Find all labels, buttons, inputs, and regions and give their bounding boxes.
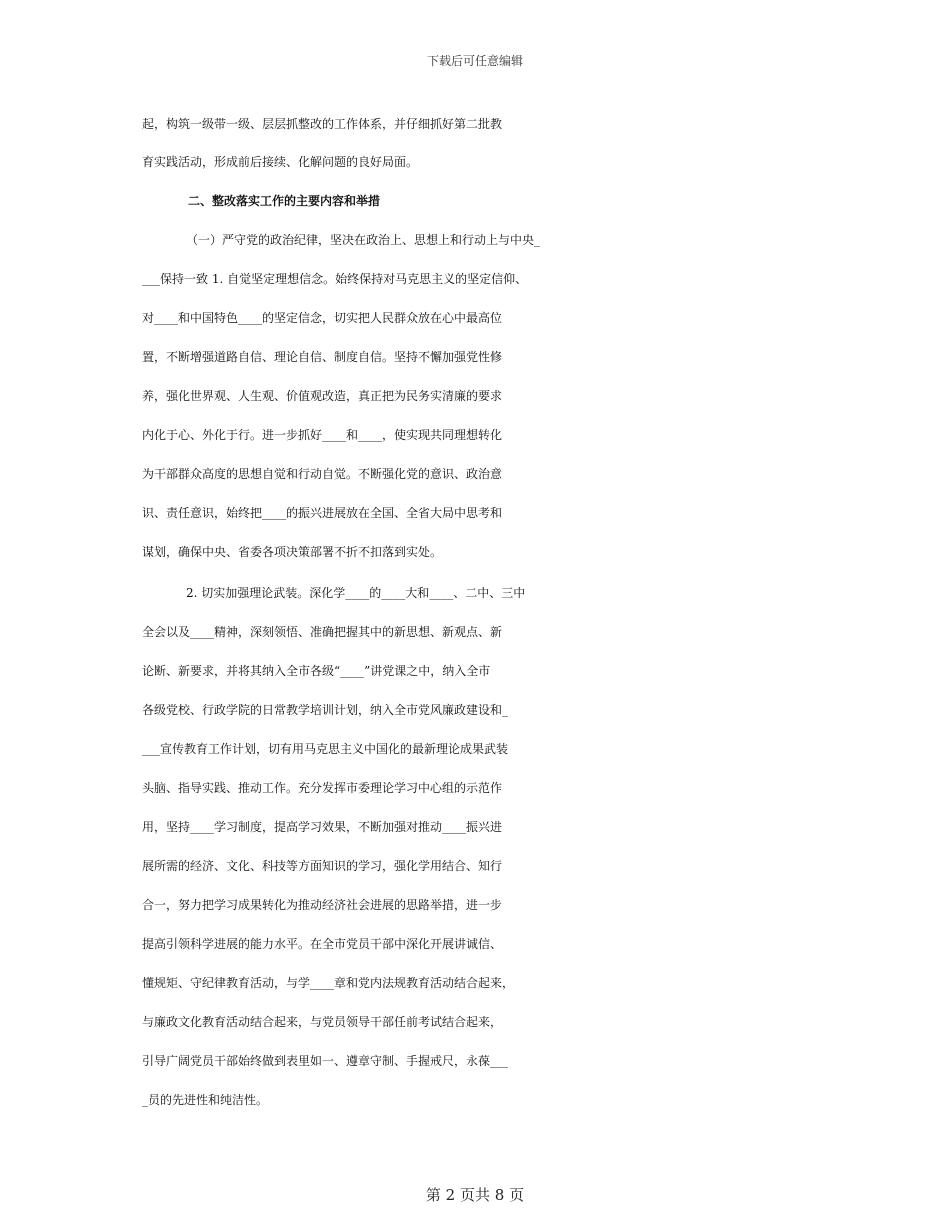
body-line: 用，坚持____学习制度，提高学习效果，不断加强对推动____振兴进	[142, 820, 503, 834]
body-line: 论断、新要求，并将其纳入全市各级“____”讲党课之中，纳入全市	[142, 664, 491, 678]
body-line: 全会以及____精神，深刻领悟、准确把握其中的新思想、新观点、新	[142, 625, 503, 639]
body-line: 展所需的经济、文化、科技等方面知识的学习，强化学用结合、知行	[142, 859, 503, 873]
body-line: 各级党校、行政学院的日常教学培训计划，纳入全市党风廉政建设和_	[142, 703, 509, 717]
body-line: （一）严守党的政治纪律，坚决在政治上、思想上和行动上与中央_	[186, 233, 541, 247]
body-line: 起，构筑一级带一级、层层抓整改的工作体系，并仔细抓好第二批教	[142, 117, 503, 131]
body-line: _员的先进性和纯洁性。	[142, 1093, 269, 1107]
page-header: 下载后可任意编辑	[426, 54, 523, 68]
body-line: 引导广阔党员干部始终做到表里如一、遵章守制、手握戒尺，永葆___	[142, 1054, 509, 1068]
body-line: ___宣传教育工作计划，切有用马克思主义中国化的最新理论成果武装	[142, 742, 509, 756]
body-line: ___保持一致 1. 自觉坚定理想信念。始终保持对马克思主义的坚定信仰、	[142, 272, 528, 286]
body-line: 养，强化世界观、人生观、价值观改造，真正把为民务实清廉的要求	[142, 389, 503, 403]
body-line: 内化于心、外化于行。进一步抓好____和____，使实现共同理想转化	[142, 428, 503, 442]
body-line: 2. 切实加强理论武装。深化学____的____大和____、二中、三中	[186, 586, 526, 600]
body-line: 懂规矩、守纪律教育活动，与学____章和党内法规教育活动结合起来，	[142, 976, 515, 990]
body-line: 头脑、指导实践、推动工作。充分发挥市委理论学习中心组的示范作	[142, 781, 503, 795]
body-line: 育实践活动，形成前后接续、化解问题的良好局面。	[142, 155, 419, 169]
body-line: 与廉政文化教育活动结合起来，与党员领导干部任前考试结合起来，	[142, 1015, 503, 1029]
body-line: 合一，努力把学习成果转化为推动经济社会进展的思路举措，进一步	[142, 898, 503, 912]
body-line: 对____和中国特色____的坚定信念，切实把人民群众放在心中最高位	[142, 311, 503, 325]
section-heading: 二、整改落实工作的主要内容和举措	[188, 194, 381, 208]
body-line: 为干部群众高度的思想自觉和行动自觉。不断强化党的意识、政治意	[142, 467, 503, 481]
page-footer: 第 2 页共 8 页	[425, 1186, 525, 1204]
body-line: 置，不断增强道路自信、理论自信、制度自信。坚持不懈加强党性修	[142, 350, 503, 364]
body-line: 识、责任意识，始终把____的振兴进展放在全国、全省大局中思考和	[142, 506, 503, 520]
body-line: 提高引领科学进展的能力水平。在全市党员干部中深化开展讲诚信、	[142, 937, 503, 951]
body-line: 谋划，确保中央、省委各项决策部署不折不扣落到实处。	[142, 545, 443, 559]
